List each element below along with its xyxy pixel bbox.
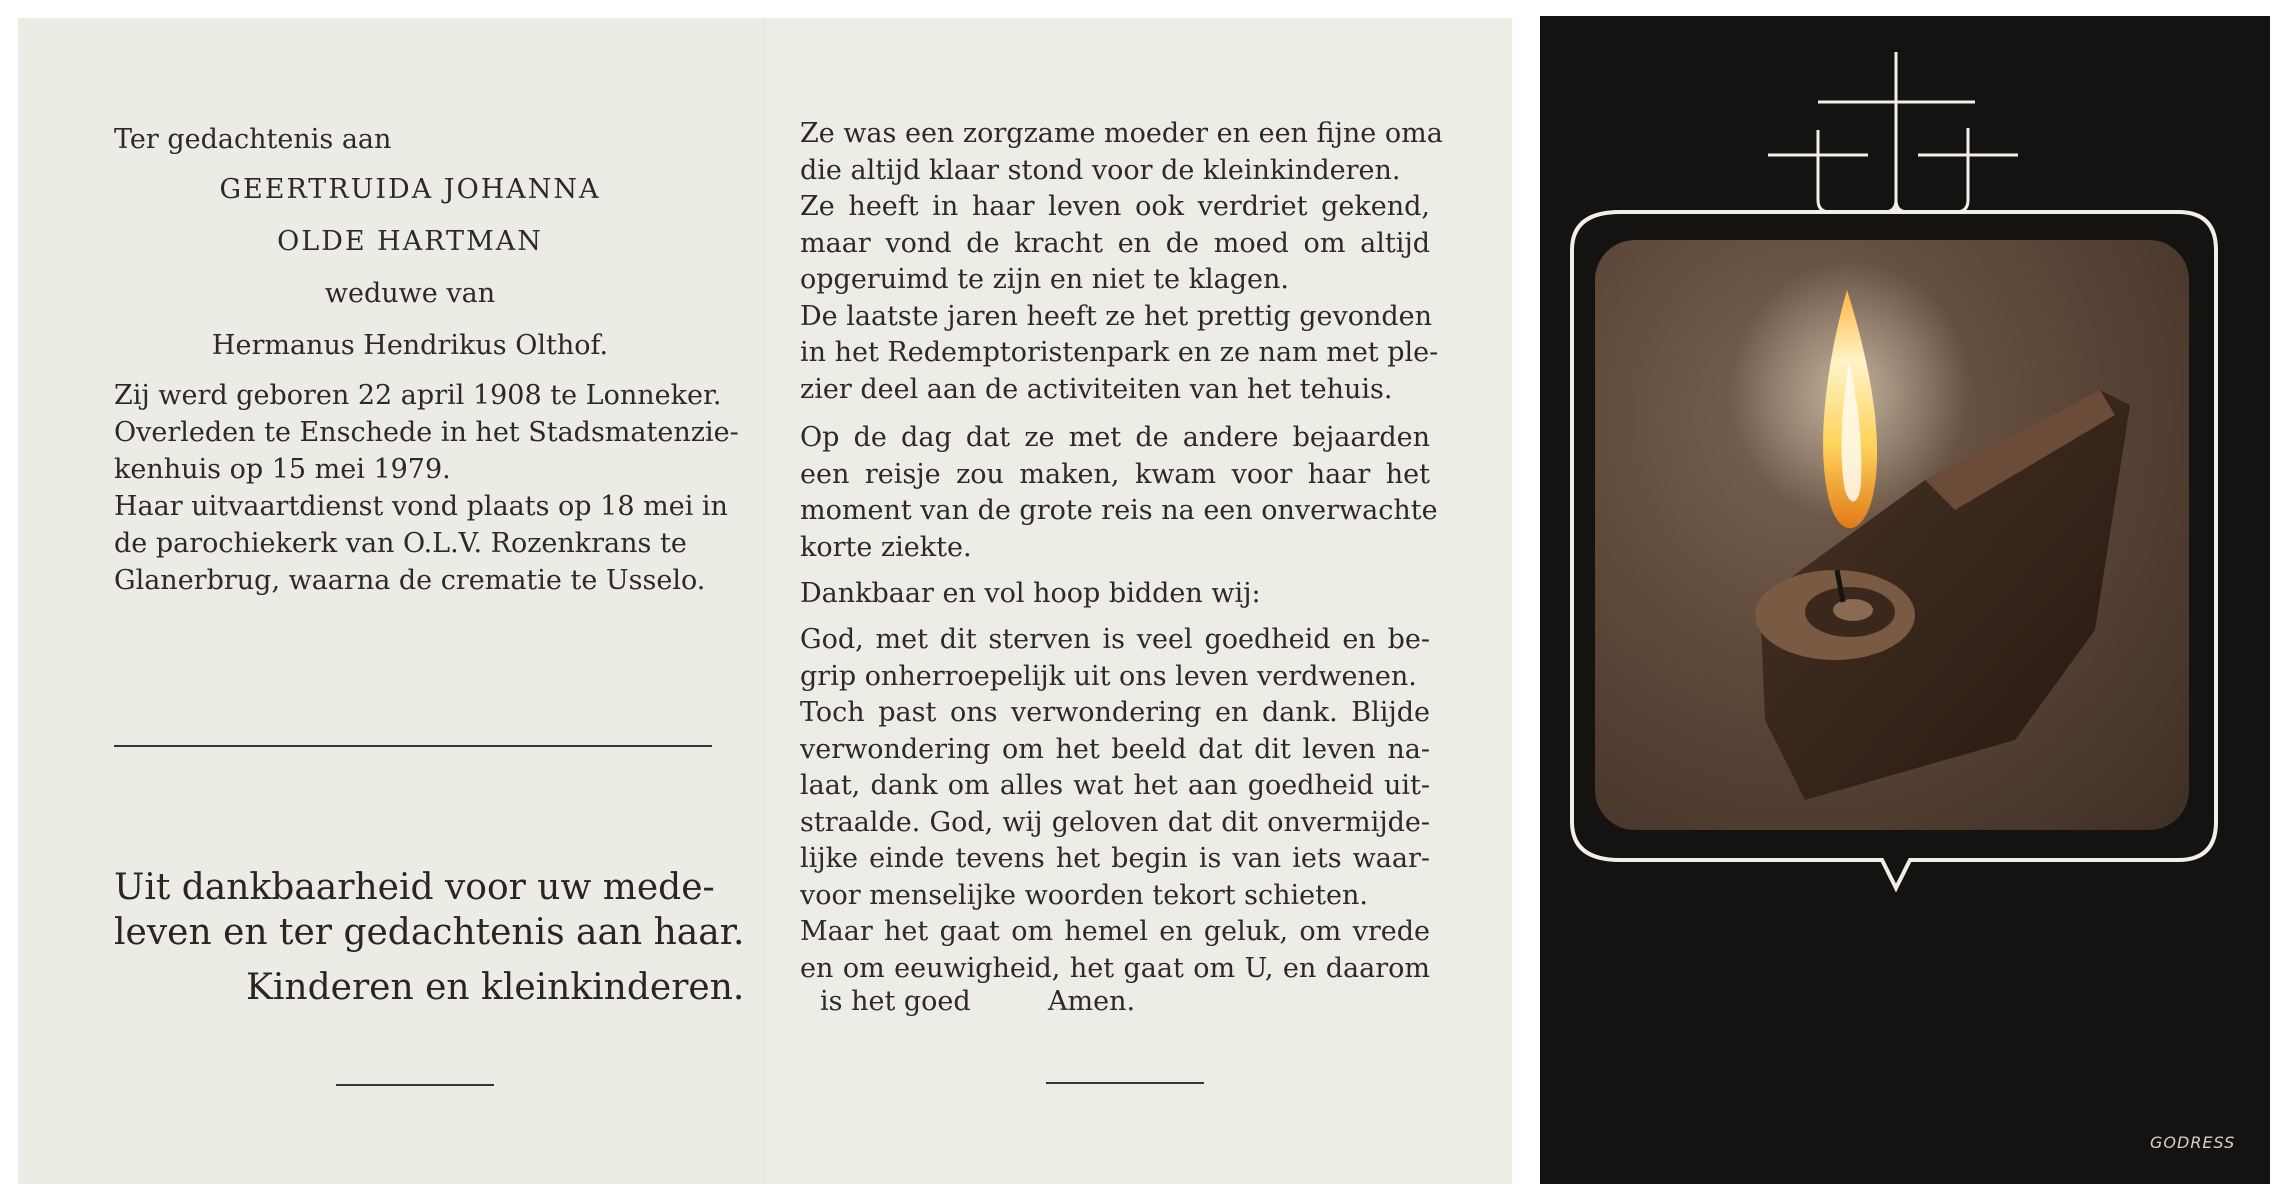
text-line: God, met dit sterven is veel goedheid en be-	[800, 624, 1430, 655]
husband-name: Hermanus Hendrikus Olthof.	[211, 330, 609, 361]
name-line-1: GEERTRUIDA JOHANNA	[219, 174, 601, 205]
text-line: voor menselijke woorden tekort schieten.	[800, 879, 1368, 911]
text-line: straalde. God, wij geloven dat dit onvermijde-	[800, 806, 1430, 838]
widow-of-text: weduwe van	[324, 278, 496, 309]
text-line: De laatste jaren heeft ze het prettig gevonden	[800, 300, 1433, 332]
intro-text: Ter gedachtenis aan	[114, 124, 392, 155]
name-line-2: OLDE HARTMAN	[277, 226, 543, 257]
text-line: maar vond de kracht en de moed om altijd	[800, 227, 1430, 259]
closing-text: is het goed	[820, 986, 971, 1017]
bio-line: kenhuis op 15 mei 1979.	[114, 454, 451, 485]
bio-line: Glanerbrug, waarna de crematie te Usselo.	[114, 565, 706, 596]
thanks-line: leven en ter gedachtenis aan haar.	[114, 912, 745, 953]
oil-lamp-candle-photo	[1595, 240, 2189, 830]
text-line: die altijd klaar stond voor de kleinkinderen.	[800, 154, 1401, 186]
text-line: moment van de grote reis na een onverwachte	[800, 495, 1438, 526]
text-line: Maar het gaat om hemel en geluk, om vrede	[800, 916, 1430, 947]
signed-by: Kinderen en kleinkinderen.	[246, 967, 745, 1008]
text-line: Ze was een zorgzame moeder en een fijne oma	[800, 118, 1443, 149]
lamp-illustration	[1595, 240, 2189, 830]
text-line: zier deel aan de activiteiten van het tehuis.	[800, 373, 1393, 405]
bio-line: Overleden te Enschede in het Stadsmatenzie-	[114, 417, 739, 448]
text-line: een reisje zou maken, kwam voor haar het	[800, 458, 1430, 490]
text-line: Dankbaar en vol hoop bidden wij:	[800, 578, 1261, 609]
text-line: Op de dag dat ze met de andere bejaarden	[800, 422, 1430, 453]
text-line: en om eeuwigheid, het gaat om U, en daarom	[800, 952, 1430, 984]
text-line: in het Redemptoristenpark en ze nam met ple-	[800, 337, 1439, 368]
text-line: Ze heeft in haar leven ook verdriet gekend,	[800, 191, 1430, 222]
bio-line: Zij werd geboren 22 april 1908 te Lonneker.	[114, 380, 722, 411]
text-line: lijke einde tevens het begin is van iets waar-	[800, 843, 1430, 874]
text-line: korte ziekte.	[800, 531, 972, 563]
artist-signature: GODRESS	[2150, 1133, 2236, 1152]
thanks-line: Uit dankbaarheid voor uw mede-	[114, 867, 715, 908]
text-line: grip onherroepelijk uit ons leven verdwenen.	[800, 660, 1417, 692]
bio-line: Haar uitvaartdienst vond plaats op 18 mei in	[114, 491, 728, 522]
text-line: Toch past ons verwondering en dank. Blijde	[800, 697, 1430, 728]
bio-line: de parochiekerk van O.L.V. Rozenkrans te	[114, 528, 687, 559]
text-line: laat, dank om alles wat het aan goedheid uit-	[800, 770, 1430, 801]
three-crosses-icon	[1768, 52, 2018, 212]
text-line: verwondering om het beeld dat dit leven na-	[800, 733, 1430, 765]
amen-text: Amen.	[1048, 986, 1136, 1017]
text-line: opgeruimd te zijn en niet te klagen.	[800, 264, 1289, 295]
